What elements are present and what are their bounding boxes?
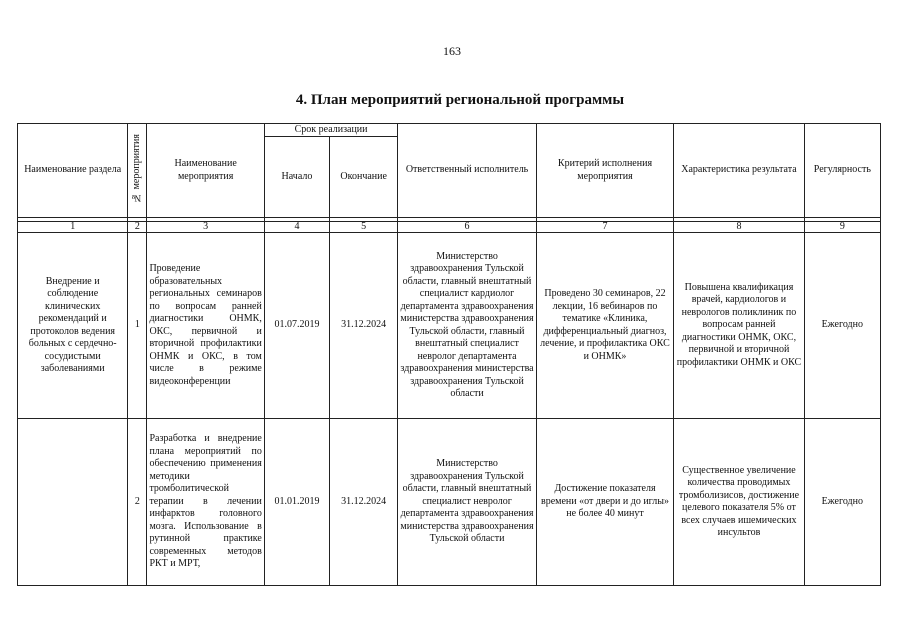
activity-name-cell: Разработка и внедрение плана мероприятий по обеспечению применения методики тромболитической терапии в лечении инфарктов головного мозга. Использование в рутинной практике современных методов РКТ и МРТ, [147,419,264,586]
activity-name-cell: Проведение образовательных региональных семинаров по вопросам ранней диагностики ОНМК, ОКС, первичной и вторичной профилактики ОНМК и ОКС, в том числе в режиме видеоконференции [147,233,264,419]
column-number: 9 [804,222,880,233]
criterion-cell: Достижение показателя времени «от двери и до иглы» не более 40 минут [536,419,673,586]
executor-cell: Министерство здравоохранения Тульской области, главный внештатный специалист кардиолог департамента здравоохранения министерства здравоохранения Тульской области, главный внештатный специалист невролог департамента здравоохранения министерства здравоохранения Тульской области [398,233,536,419]
header-regularity: Регулярность [804,124,880,218]
start-date-cell: 01.07.2019 [264,233,329,419]
header-activity-name: Наименование мероприятия [147,124,264,218]
header-end: Окончание [330,137,398,218]
result-cell: Существенное увеличение количества проводимых тромболизисов, достижение целевого показателя 5% от всех случаев ишемических инсультов [674,419,804,586]
table-row [18,233,881,419]
start-date-cell: 01.01.2019 [264,419,329,586]
header-activity-number-text: № мероприятия [131,133,143,203]
column-number: 2 [128,222,147,233]
criterion-cell: Проведено 30 семинаров, 22 лекции, 16 вебинаров по тематике «Клиника, дифференциальный диагноз, лечение, и профилактика ОКС и ОНМК» [536,233,673,419]
header-criterion: Критерий исполнения мероприятия [536,124,673,218]
header-period: Срок реализации [264,124,397,137]
header-result: Характеристика результата [674,124,804,218]
executor-cell: Министерство здравоохранения Тульской области, главный внештатный специалист невролог департамента здравоохранения министерства здравоохранения Тульской области [398,419,536,586]
column-number: 7 [536,222,673,233]
end-date-cell: 31.12.2024 [330,233,398,419]
column-number: 6 [398,222,536,233]
page-number: 163 [443,44,461,58]
page-title: 4. План мероприятий региональной программы [295,92,625,108]
table-row [18,419,881,586]
header-executor: Ответственный исполнитель [398,124,536,218]
column-number: 3 [147,222,264,233]
header-activity-number [128,124,147,218]
regularity-cell: Ежегодно [804,419,880,586]
plan-table [17,123,881,586]
section-name-cell: Внедрение и соблюдение клинических рекомендаций и протоколов ведения больных с сердечно-сосудистыми заболеваниями [18,233,128,419]
section-name-cell [18,419,128,586]
activity-number-cell: 2 [128,419,147,586]
column-number: 8 [674,222,804,233]
column-number: 4 [264,222,329,233]
header-start: Начало [264,137,329,218]
column-number: 5 [330,222,398,233]
regularity-cell: Ежегодно [804,233,880,419]
column-number-row [18,222,881,233]
header-row [18,124,881,137]
end-date-cell: 31.12.2024 [330,419,398,586]
header-section-name: Наименование раздела [18,124,128,218]
activity-number-cell: 1 [128,233,147,419]
column-number: 1 [18,222,128,233]
result-cell: Повышена квалификация врачей, кардиологов и неврологов поликлиник по вопросам ранней диагностики ОНМК, ОКС, первичной и вторичной профилактики ОНМК и ОКС [674,233,804,419]
